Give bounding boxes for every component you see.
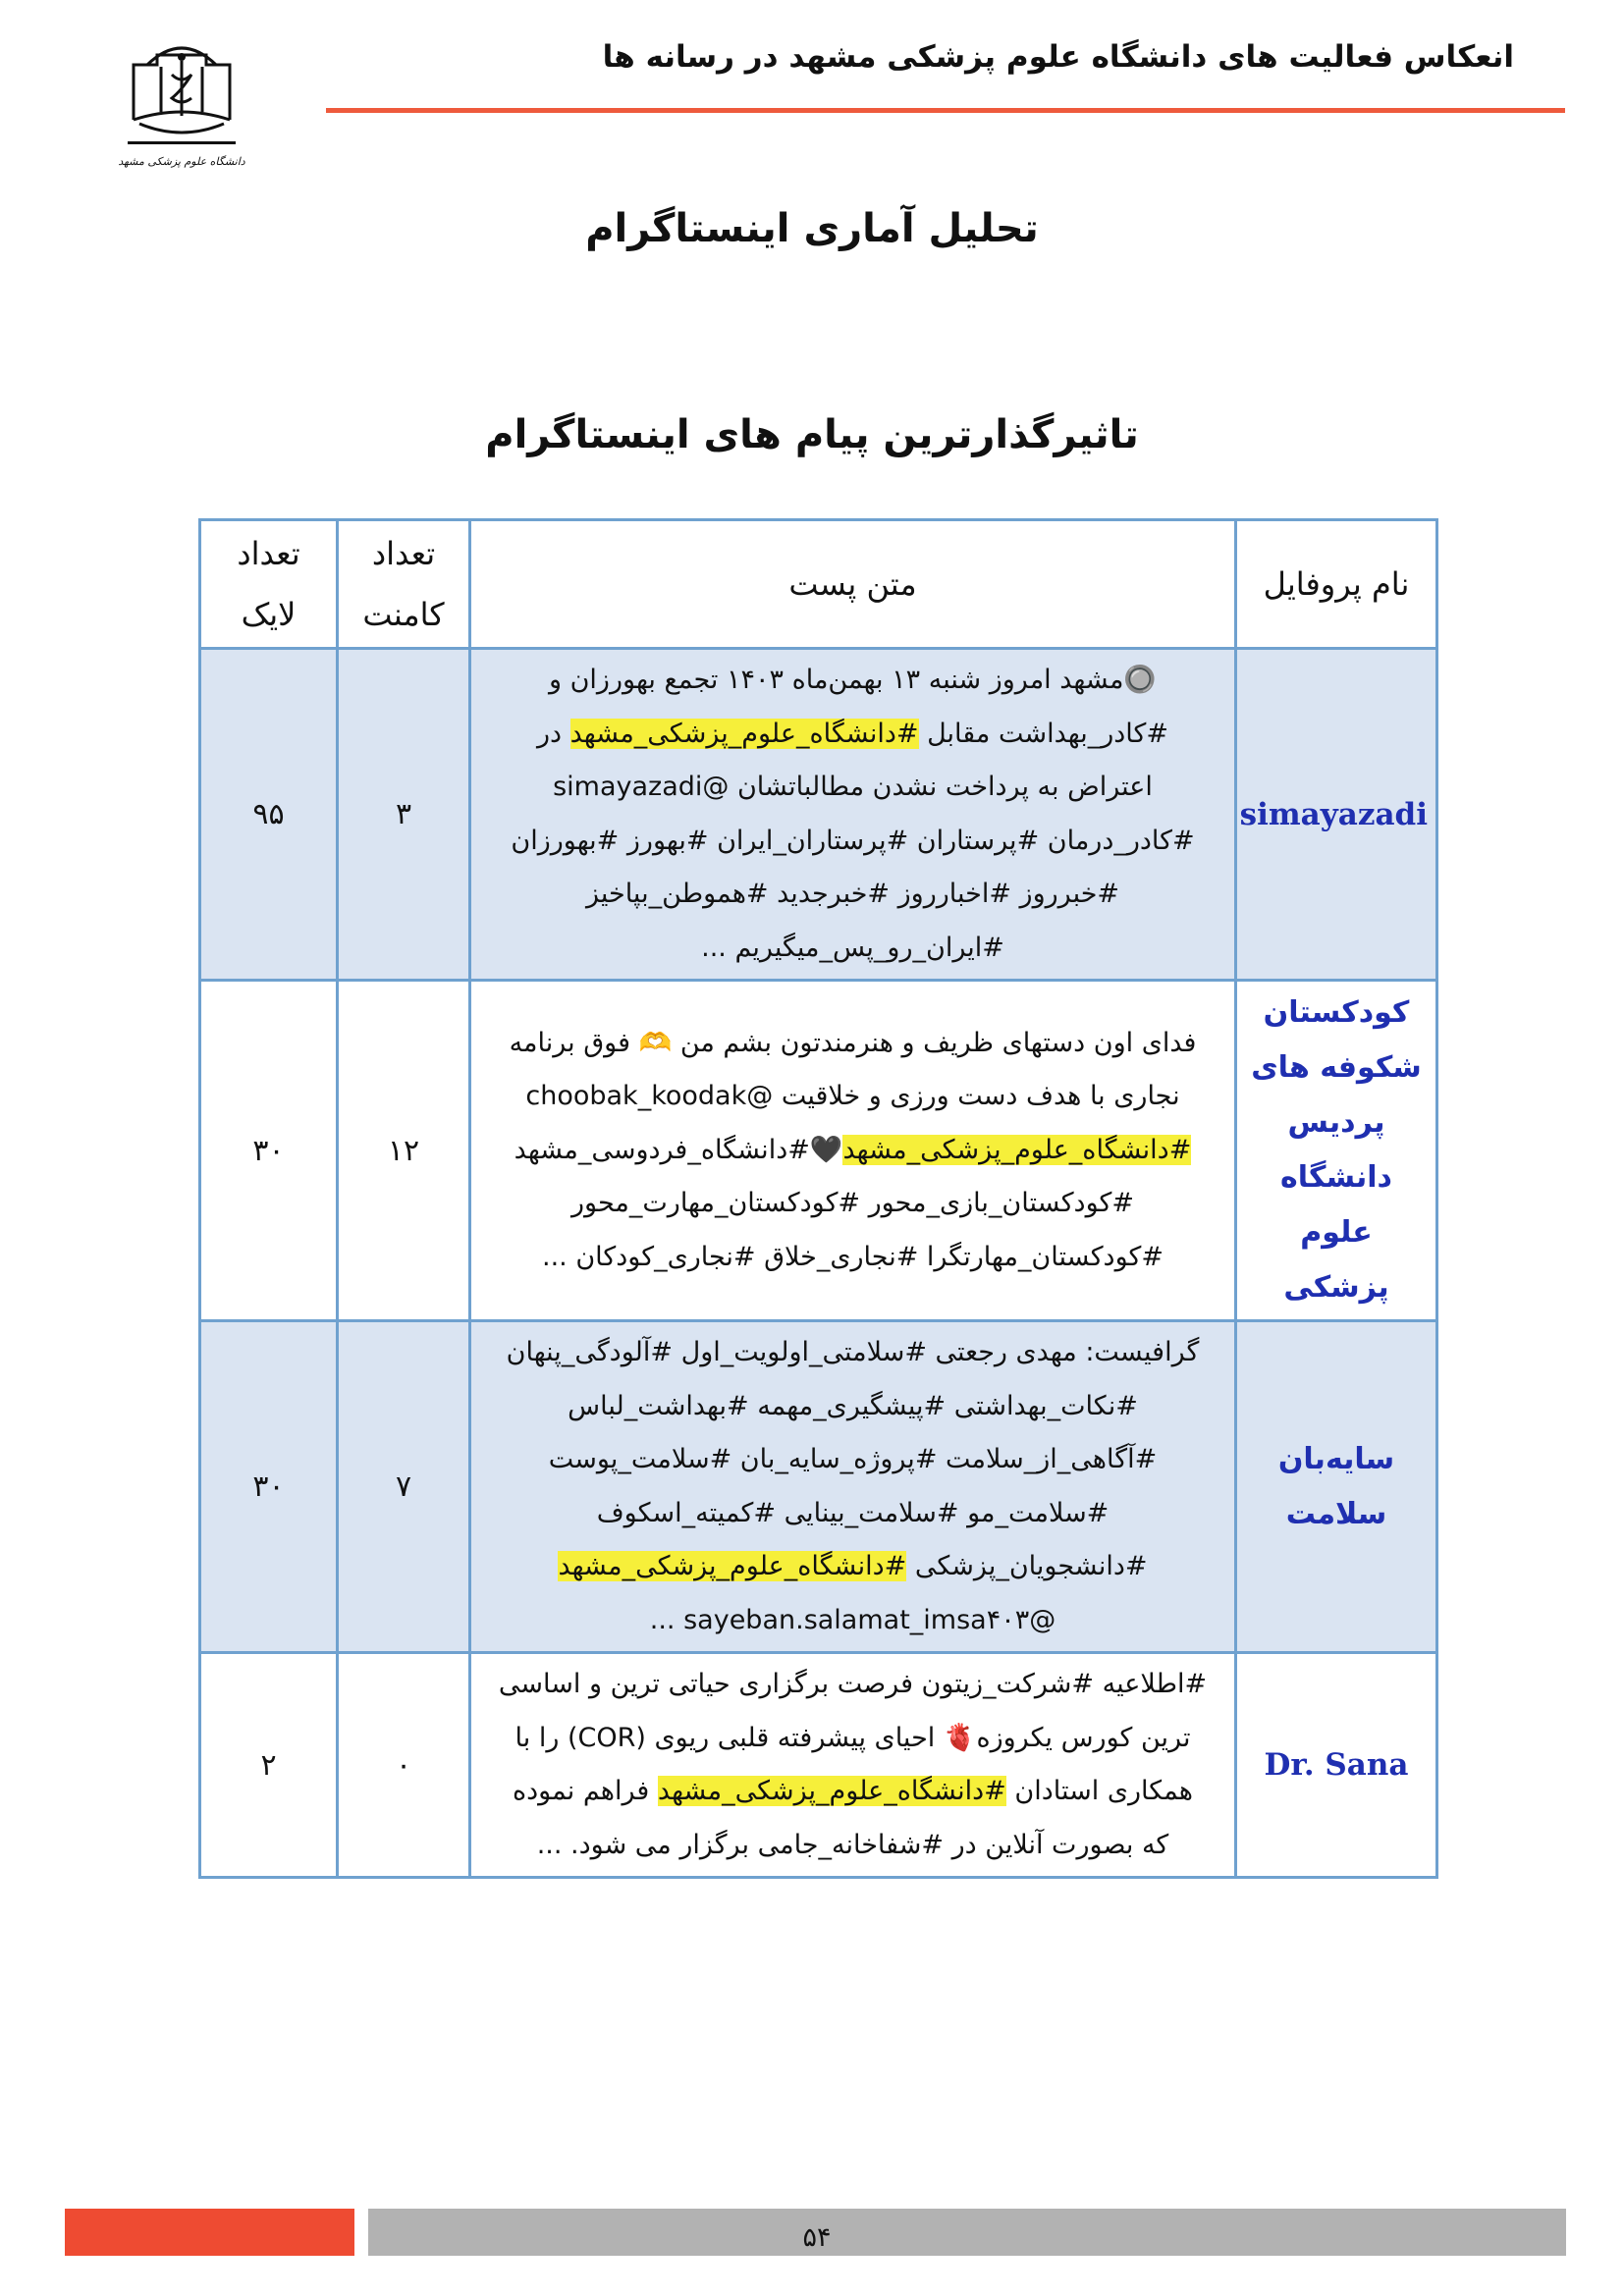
logo-caption: دانشگاه علوم پزشکی مشهد	[118, 155, 245, 168]
comment-count: ۳	[338, 649, 470, 981]
highlighted-hashtag: #دانشگاه_علوم_پزشکی_مشهد	[558, 1551, 907, 1581]
like-count: ۳۰	[200, 1321, 338, 1653]
post-text-before: 🔘مشهد امروز شنبه ۱۳ بهمن‌ماه ۱۴۰۳ تجمع بهورزان و #کادر_بهداشت مقابل	[548, 665, 1169, 749]
post-text	[470, 981, 1236, 1321]
profile-name: کودکستان شکوفه های پردیس دانشگاه علوم پزشکی	[1236, 981, 1437, 1321]
profile-name: simayazadi	[1236, 649, 1437, 981]
section-title: تاثیرگذارترین پیام های اینستاگرام	[485, 412, 1139, 457]
post-text-after: 🖤#دانشگاه_فردوسی_مشهد #کودکستان_بازی_محور #کودکستان_مهارت_محور #کودکستان_مهارتگرا #نجاری_خلاق #نجاری_کودکان ...	[514, 1134, 1164, 1272]
table-row	[200, 649, 1437, 981]
instagram-posts-table	[198, 518, 1438, 1879]
post-text-before: #اطلاعیه #شرکت_زیتون فرصت برگزاری حیاتی ترین و اساسی ترین کورس یکروزه🫀 احیای پیشرفته قلبی ریوی (COR) را با همکاری استادان	[498, 1669, 1208, 1806]
profile-name: سایه‌بان سلامت	[1236, 1321, 1437, 1653]
column-header-profile: نام پروفایل	[1236, 520, 1437, 649]
post-text-after: فراهم نموده که بصورت آنلاین در #شفاخانه_جامی برگزار می شود. ...	[513, 1776, 1169, 1860]
like-count: ۲	[200, 1653, 338, 1878]
column-header-likes: تعداد لایک	[200, 520, 338, 649]
footer-bar	[368, 2209, 1566, 2256]
post-text-after: در اعتراض به پرداخت نشدن مطالباتشان @simayazadi #کادر_درمان #پرستاران #پرستاران_ایران #بهورز #بهورزان #خبرروز #اخبارروز #خبرجدید #هموطن_بپاخیز #ایران_رو_پس_میگیریم ...	[511, 718, 1195, 963]
header-title: انعکاس فعالیت های دانشگاه علوم پزشکی مشهد در رسانه ها	[602, 39, 1514, 75]
comment-count: ۷	[338, 1321, 470, 1653]
highlighted-hashtag: #دانشگاه_علوم_پزشکی_مشهد	[842, 1134, 1192, 1165]
highlighted-hashtag: #دانشگاه_علوم_پزشکی_مشهد	[657, 1776, 1006, 1806]
comment-count: ۰	[338, 1653, 470, 1878]
footer-accent-bar	[65, 2209, 354, 2256]
like-count: ۳۰	[200, 981, 338, 1321]
page-title: تحلیل آماری اینستاگرام	[585, 206, 1039, 251]
post-text-before: گرافیست: مهدی رجعتی #سلامتی_اولویت_اول #آلودگی_پنهان #نکات_بهداشتی #پیشگیری_مهمه #بهداشت_لباس #آگاهی_از_سلامت #پروژه_سایه_بان #سلامت_پوست #سلامت_مو #سلامت_بینایی #کمیته_اسکوف #دانشجویان_پزشکی	[506, 1337, 1200, 1581]
table-row	[200, 1653, 1437, 1878]
header-divider	[326, 108, 1565, 113]
column-header-post-text: متن پست	[470, 520, 1236, 649]
post-text-before: فدای اون دستهای ظریف و هنرمندتون بشم من 🫶 فوق برنامه نجاری با هدف دست ورزی و خلاقیت @choobak_koodak	[509, 1027, 1197, 1112]
table-row	[200, 981, 1437, 1321]
table-header-row	[200, 520, 1437, 649]
page-number: ۵۴	[802, 2222, 832, 2253]
like-count: ۹۵	[200, 649, 338, 981]
comment-count: ۱۲	[338, 981, 470, 1321]
post-text-after: @sayeban.salamat_imsa۴۰۳ ...	[649, 1604, 1056, 1635]
highlighted-hashtag: #دانشگاه_علوم_پزشکی_مشهد	[569, 718, 919, 749]
post-text	[470, 1321, 1236, 1653]
table-row	[200, 1321, 1437, 1653]
column-header-comments: تعداد کامنت	[338, 520, 470, 649]
post-text	[470, 1653, 1236, 1878]
university-emblem-icon	[118, 35, 245, 173]
post-text	[470, 649, 1236, 981]
profile-name: Dr. Sana	[1236, 1653, 1437, 1878]
